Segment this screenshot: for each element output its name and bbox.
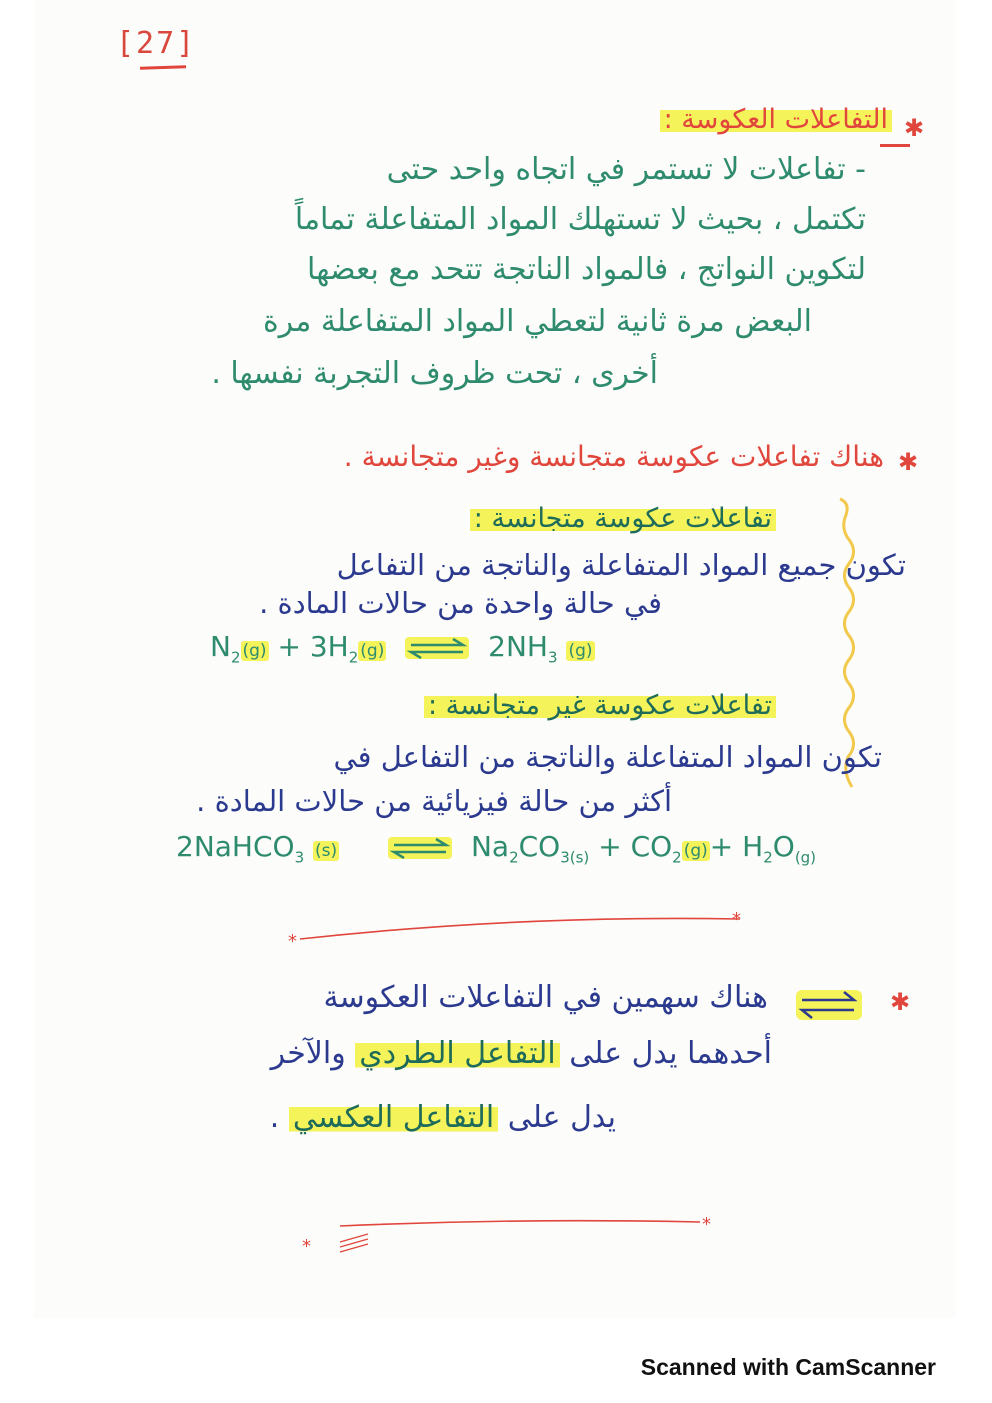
- homogeneous-line-2: في حالة واحدة من حالات المادة .: [259, 586, 662, 620]
- heterogeneous-line-2: أكثر من حالة فيزيائية من حالات المادة .: [196, 784, 672, 818]
- scanner-watermark: Scanned with CamScanner: [640, 1354, 936, 1380]
- svg-text:*: *: [288, 931, 297, 952]
- homogeneous-equation: [210, 630, 595, 667]
- definition-line-1: - تفاعلات لا تستمر في اتجاه واحد حتى: [386, 152, 866, 187]
- heterogeneous-equation: [176, 830, 816, 867]
- arrows-note-text: يدل على: [507, 1100, 616, 1135]
- title-underline: [880, 144, 910, 147]
- arrows-note-line-3: [270, 1100, 616, 1135]
- star-bullet-icon: ✱: [904, 114, 925, 142]
- double-arrow-icon: [796, 986, 862, 1024]
- arrows-note-text: .: [269, 1100, 280, 1135]
- plus-sign: +: [709, 830, 734, 863]
- section-divider: [300, 1206, 730, 1262]
- definition-line-3: لتكوين النواتج ، فالمواد الناتجة تتحد مع بعضها: [307, 252, 866, 287]
- section-title: [660, 104, 892, 135]
- definition-line-5: أخرى ، تحت ظروف التجربة نفسها .: [211, 356, 658, 391]
- plus-sign: +: [277, 630, 301, 663]
- heterogeneous-title-text: تفاعلات عكوسة غير متجانسة :: [424, 690, 776, 721]
- heterogeneous-title: [424, 690, 776, 721]
- arrows-note-line-1: هناك سهمين في التفاعلات العكوسة: [323, 980, 768, 1015]
- reactant: $N_2$ (g): [210, 630, 267, 667]
- equilibrium-arrow-icon: [405, 637, 469, 659]
- homogeneous-line-1: تكون جميع المواد المتفاعلة والناتجة من التفاعل: [336, 548, 906, 582]
- heterogeneous-line-1: تكون المواد المتفاعلة والناتجة من التفاعل في: [333, 740, 882, 774]
- product: $CO_2$ (g): [630, 830, 708, 867]
- arrows-note-line-2: [271, 1036, 772, 1071]
- section-divider: [280, 905, 760, 955]
- reverse-reaction-label: التفاعل العكسي: [289, 1100, 498, 1135]
- homogeneous-title: [470, 503, 776, 534]
- equilibrium-arrow-icon: [388, 837, 452, 859]
- product: $H_2O_{(g)}$: [742, 830, 817, 867]
- star-bullet-icon: ✱: [890, 988, 911, 1016]
- star-bullet-icon: ✱: [898, 448, 919, 476]
- forward-reaction-label: التفاعل الطردي: [355, 1036, 559, 1071]
- svg-text:*: *: [302, 1236, 311, 1257]
- product: $2NH_3$ (g): [488, 630, 593, 667]
- svg-text:*: *: [732, 909, 741, 930]
- note-types: هناك تفاعلات عكوسة متجانسة وغير متجانسة .: [343, 440, 884, 473]
- definition-line-2: تكتمل ، بحيث لا تستهلك المواد المتفاعلة تماماً: [294, 202, 866, 237]
- reactant: 2NaHCO$_3$ (s): [176, 830, 338, 867]
- homogeneous-title-text: تفاعلات عكوسة متجانسة :: [470, 503, 776, 534]
- definition-line-4: البعض مرة ثانية لتعطي المواد المتفاعلة مرة: [262, 304, 812, 339]
- arrows-note-text: أحدهما يدل على: [569, 1036, 772, 1071]
- plus-sign: +: [598, 830, 622, 863]
- svg-text:*: *: [702, 1214, 711, 1235]
- reactant: $3H_2$ (g): [309, 630, 385, 667]
- arrows-note-text: والآخر: [270, 1036, 346, 1071]
- product: $Na_2CO_{3(s)}$: [470, 830, 590, 867]
- section-title-text: التفاعلات العكوسة :: [660, 104, 892, 135]
- page-number: [27]: [116, 26, 197, 61]
